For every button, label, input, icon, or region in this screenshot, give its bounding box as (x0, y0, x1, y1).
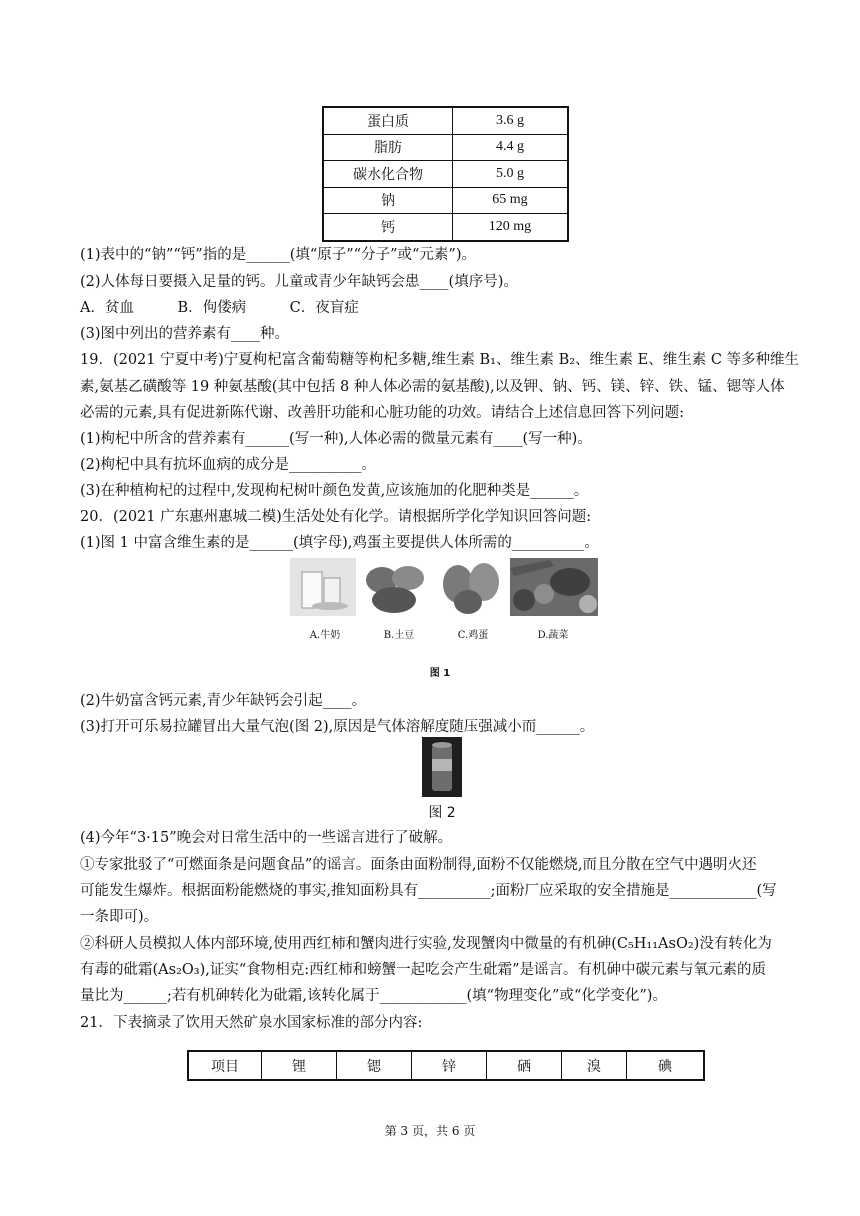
nutrient-value: 120 mg (453, 214, 569, 241)
nutrient-name: 蛋白质 (323, 107, 453, 134)
caption-milk: A.牛奶 (309, 630, 341, 641)
nutrient-value: 5.0 g (453, 161, 569, 188)
nutrient-name: 脂肪 (323, 134, 453, 161)
nutrient-value: 4.4 g (453, 134, 569, 161)
mineral-header-cell: 锶 (337, 1051, 412, 1080)
nutrition-row (323, 187, 568, 214)
nutrient-name: 钙 (323, 214, 453, 241)
figure-1-label: 图 1 (429, 668, 451, 679)
q20-part4-b-line3: 量比为______;若有机砷转化为砒霜,该转化属于____________(填“物理变化”或“化学变化”)。 (80, 988, 667, 1004)
nutrition-row (323, 134, 568, 161)
mineral-header-cell: 项目 (188, 1051, 262, 1080)
q20-part2: (2)牛奶富含钙元素,青少年缺钙会引起____。 (80, 693, 367, 709)
nutrient-value: 3.6 g (453, 107, 569, 134)
figure-1 (290, 558, 600, 642)
q19-part2: (2)枸杞中具有抗坏血病的成分是__________。 (80, 457, 377, 473)
nutrient-name: 碳水化合物 (323, 161, 453, 188)
mineral-header-cell: 碘 (627, 1051, 705, 1080)
caption-vegetables: D.蔬菜 (537, 630, 569, 641)
q18-options: A．贫血 B．佝偻病 C．夜盲症 (80, 300, 359, 316)
milk-photo (290, 558, 356, 616)
cola-can-photo (422, 737, 462, 797)
q20-part4-a-line2: 可能发生爆炸。根据面粉能燃烧的事实,推知面粉具有__________;面粉厂应采取的安全措施是____________(写 (80, 883, 777, 899)
egg-photo (438, 558, 504, 616)
q19-stem-line2: 素,氨基乙磺酸等 19 种氨基酸(其中包括 8 种人体必需的氨基酸),以及钾、钠、钙、镁、锌、铁、锰、锶等人体 (80, 379, 785, 395)
caption-potato: B.土豆 (383, 630, 415, 641)
mineral-header-cell: 硒 (487, 1051, 562, 1080)
q18-part1: (1)表中的“钠”“钙”指的是______(填“原子”“分子”或“元素”)。 (80, 247, 476, 263)
q18-part3: (3)图中列出的营养素有____种。 (80, 326, 290, 342)
potato-photo (362, 558, 428, 616)
q20-part4-b-line1: ②科研人员模拟人体内部环境,使用西红柿和蟹肉进行实验,发现蟹肉中微量的有机砷(C₅H₁₁AsO₂)没有转化为 (80, 936, 772, 952)
q21-stem: 21．下表摘录了饮用天然矿泉水国家标准的部分内容: (80, 1015, 423, 1031)
q19-stem-line3: 必需的元素,具有促进新陈代谢、改善肝功能和心脏功能的功效。请结合上述信息回答下列问题: (80, 405, 684, 421)
q20-part1: (1)图 1 中富含维生素的是______(填字母),鸡蛋主要提供人体所需的__________。 (80, 535, 599, 551)
q20-part4-a-line3: 一条即可)。 (80, 909, 159, 925)
q20-stem: 20．(2021 广东惠州惠城二模)生活处处有化学。请根据所学化学知识回答问题: (80, 509, 592, 525)
nutrition-row (323, 107, 568, 134)
nutrition-row (323, 214, 568, 241)
q19-part1: (1)枸杞中所含的营养素有______(写一种),人体必需的微量元素有____(写一种)。 (80, 431, 592, 447)
q20-part4-b-line2: 有毒的砒霜(As₂O₃),证实“食物相克:西红柿和螃蟹一起吃会产生砒霜”是谣言。有机砷中碳元素与氧元素的质 (80, 962, 767, 978)
q18-part2: (2)人体每日要摄入足量的钙。儿童或青少年缺钙会患____(填序号)。 (80, 274, 518, 290)
nutrient-value: 65 mg (453, 187, 569, 214)
mineral-header-cell: 锂 (262, 1051, 337, 1080)
q19-part3: (3)在种植枸杞的过程中,发现枸杞树叶颜色发黄,应该施加的化肥种类是______。 (80, 483, 589, 499)
q20-part3: (3)打开可乐易拉罐冒出大量气泡(图 2),原因是气体溶解度随压强减小而______。 (80, 719, 595, 735)
mineral-header-cell: 溴 (562, 1051, 627, 1080)
caption-egg: C.鸡蛋 (457, 630, 489, 641)
nutrition-row (323, 161, 568, 188)
mineral-header-cell: 锌 (412, 1051, 487, 1080)
q19-stem-line1: 19．(2021 宁夏中考)宁夏枸杞富含葡萄糖等枸杞多糖,维生素 B₁、维生素 B₂、维生素 E、维生素 C 等多种维生 (80, 352, 800, 368)
figure-2-label: 图 2 (428, 805, 456, 821)
q20-part4-a-line1: ①专家批驳了“可燃面条是问题食品”的谣言。面条由面粉制得,面粉不仅能燃烧,而且分散在空气中遇明火还 (80, 857, 757, 873)
vegetables-photo (510, 558, 598, 616)
q20-part4: (4)今年“3·15”晚会对日常生活中的一些谣言进行了破解。 (80, 830, 453, 846)
nutrition-table (322, 106, 569, 242)
nutrient-name: 钠 (323, 187, 453, 214)
page-footer: 第 3 页，共 6 页 (384, 1124, 476, 1138)
mineral-water-table (187, 1050, 705, 1081)
